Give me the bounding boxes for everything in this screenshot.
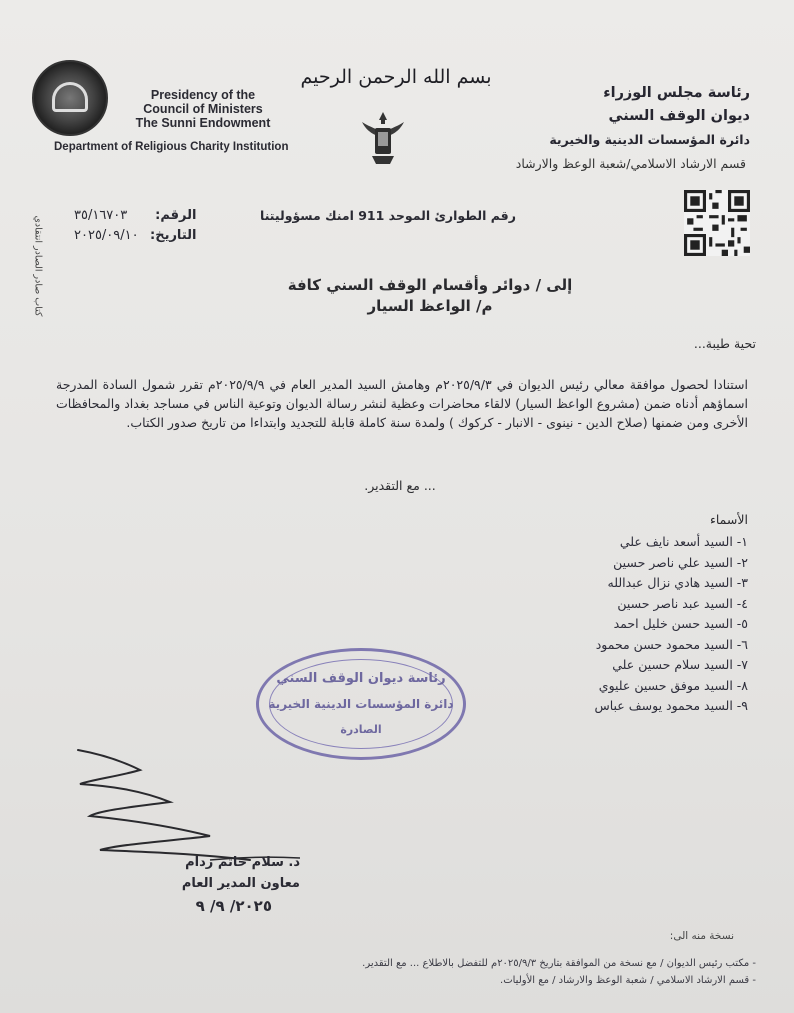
header-en-department: Department of Religious Charity Institution bbox=[54, 141, 289, 153]
reference-values bbox=[74, 206, 139, 246]
recipient-line1: إلى / دوائر وأقسام الوقف السني كافة bbox=[287, 276, 573, 294]
mosque-icon bbox=[52, 82, 88, 112]
stamp-text-line3: الصادرة bbox=[340, 723, 382, 736]
list-item: ١- السيد أسعد نايف علي bbox=[619, 534, 748, 549]
list-item: ٥- السيد حسن خليل احمد bbox=[613, 616, 748, 631]
header-en-line2: Council of Ministers bbox=[143, 102, 263, 116]
list-item: ٣- السيد هادي نزال عبدالله bbox=[607, 575, 748, 590]
list-item: ٢- السيد علي ناصر حسين bbox=[613, 554, 748, 570]
header-arabic bbox=[450, 82, 750, 151]
iraq-eagle-emblem-icon bbox=[358, 108, 408, 170]
letter-body: استنادا لحصول موافقة معالي رئيس الديوان في ٢٠٢٥/٩/٣م وهامش السيد المدير العام في ٢٠٢٥/٩/٩م تقرر شمول السادة المدرجة اسماؤهم أدناه ضمن (مشروع الواعظ السيار) لالقاء محاضرات وعظية لنشر رسالة الديوان وتوعية الناس في مساجد بغداد والمحافظات الأخرى ومن ضمنها (صلاح الدين - نينوى - الانبار - كركوك ) ولمدة سنة كاملة قابلة للتجديد وابتداءا من تاريخ صدور الكتاب. bbox=[56, 377, 748, 430]
ref-date-value: ٢٠٢٥/٠٩/١٠ bbox=[74, 228, 139, 243]
names-heading: الأسماء bbox=[710, 512, 748, 527]
recipient-subject: م/ الواعظ السيار bbox=[367, 297, 493, 315]
list-item: ٩- السيد محمود يوسف عباس bbox=[594, 698, 748, 713]
ref-date-label: التاريخ: bbox=[150, 228, 197, 243]
signature-date: ٢٠٢٥/ ٩/ ٩ bbox=[195, 897, 272, 915]
signatory-title: معاون المدير العام bbox=[181, 876, 300, 891]
copies-line2: - قسم الارشاد الاسلامي / شعبة الوعظ والارشاد / مع الأوليات. bbox=[500, 975, 756, 986]
header-en-line1: Presidency of the bbox=[150, 88, 256, 102]
header-ar-line1: رئاسة مجلس الوزراء bbox=[603, 85, 750, 101]
header-en-line3: The Sunni Endowment bbox=[135, 116, 271, 130]
stamp-text-line1: رئاسة ديوان الوقف السني bbox=[276, 671, 446, 686]
emergency-hotline: رقم الطوارئ الموحد 911 امنك مسؤوليتنا bbox=[260, 208, 516, 223]
side-note-text: كتاب صادر الصادر انتقادي bbox=[32, 215, 44, 317]
qr-code-icon bbox=[684, 190, 750, 256]
header-ar-section: قسم الارشاد الاسلامي/شعبة الوعظ والارشاد bbox=[515, 156, 746, 171]
list-item: ٦- السيد محمود حسن محمود bbox=[595, 636, 748, 652]
list-item: ٨- السيد موفق حسين عليوي bbox=[598, 677, 748, 693]
copies-line1: - مكتب رئيس الديوان / مع نسخة من الموافقة بتاريخ ٢٠٢٥/٩/٣م للتفضل بالاطلاع ... مع التقدير. bbox=[362, 958, 756, 969]
stamp-text-line2: دائرة المؤسسات الدينية الخيرية bbox=[268, 697, 454, 711]
list-item: ٤- السيد عبد ناصر حسين bbox=[617, 595, 748, 611]
copies-heading: نسخة منه الى: bbox=[669, 930, 734, 942]
header-ar-line2: ديوان الوقف السني bbox=[608, 108, 750, 124]
names-list bbox=[488, 532, 748, 717]
list-item: ٧- السيد سلام حسين علي bbox=[612, 657, 748, 672]
ref-number-value: ٣٥/١٦٧٠٣ bbox=[74, 208, 128, 223]
basmala: بسم الله الرحمن الرحيم bbox=[300, 66, 492, 88]
side-note bbox=[26, 178, 50, 353]
greeting: تحية طيبة... bbox=[693, 336, 756, 351]
ref-number-label: الرقم: bbox=[155, 208, 197, 223]
reference-labels bbox=[150, 206, 196, 246]
signatory-name: د. سلام حاتم ردام bbox=[185, 855, 300, 870]
header-english bbox=[108, 88, 298, 130]
endowment-logo bbox=[32, 60, 108, 136]
closing: ... مع التقدير. bbox=[364, 478, 436, 493]
header-ar-line3: دائرة المؤسسات الدينية والخيرية bbox=[549, 132, 750, 147]
